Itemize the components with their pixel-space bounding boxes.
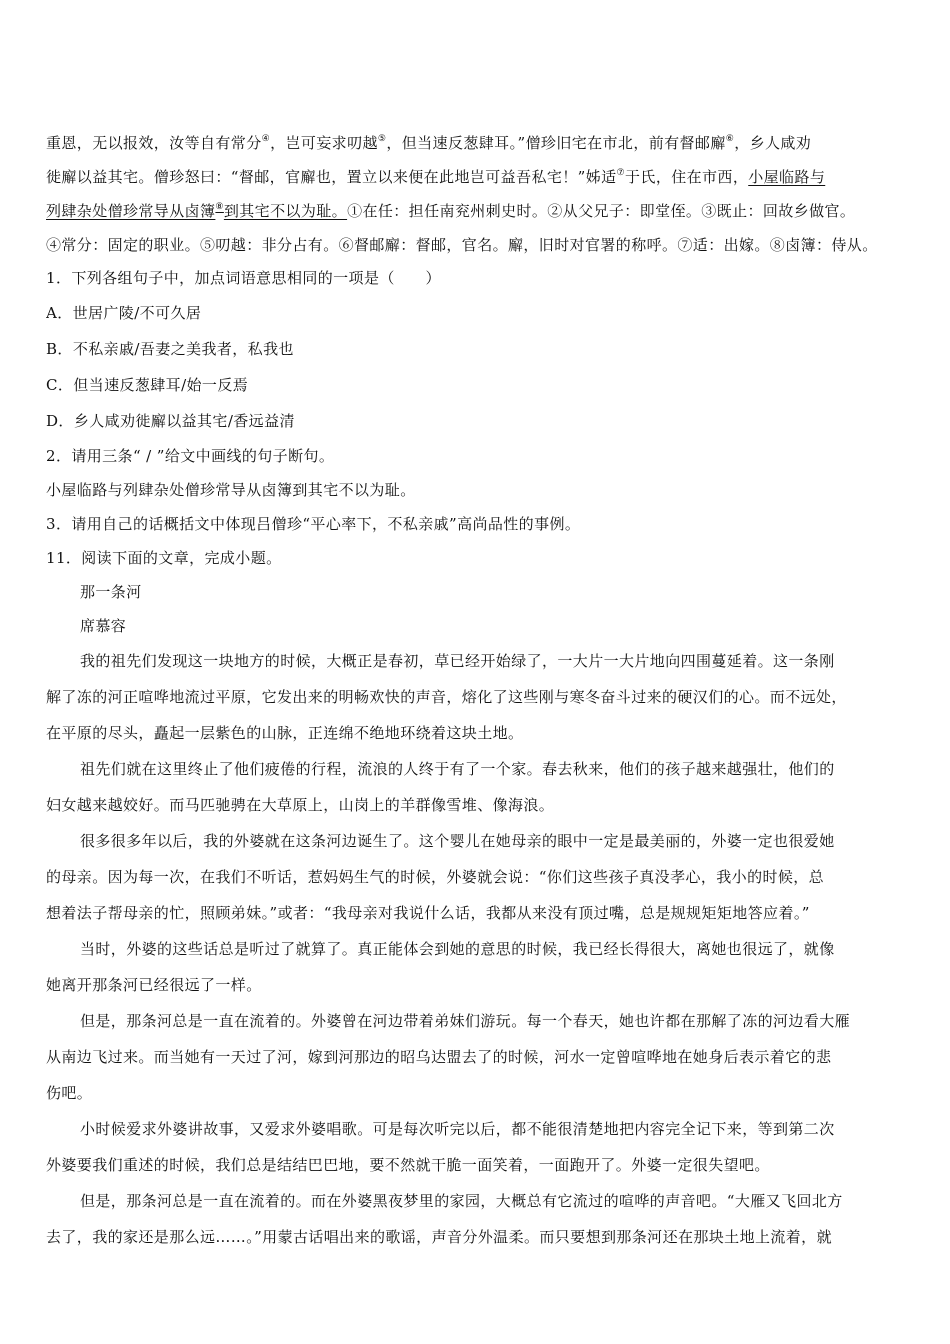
article-line: 的母亲。因为每一次，在我们不听话，惹妈妈生气的时候，外婆就会说：“你们这些孩子真没孝心，我小的时候，总 bbox=[46, 868, 825, 886]
article-line: 去了，我的家还是那么远……。”用蒙古话唱出来的歌谣，声音分外温柔。而只要想到那条河还在那块土地上流着，就 bbox=[46, 1228, 832, 1246]
footnote-mark: ⑥ bbox=[725, 134, 735, 144]
question-2: 2．请用三条“ / ”给文中画线的句子断句。 bbox=[46, 447, 335, 465]
footnote-mark: ④ bbox=[261, 134, 271, 144]
underlined-sentence: 小屋临路与 bbox=[748, 168, 826, 186]
text-run: ，岂可妄求叨越 bbox=[270, 134, 378, 152]
article-line: 伤吧。 bbox=[46, 1084, 93, 1102]
text-run: ，但当速反葱肆耳。”僧珍旧宅在市北，前有督邮廨 bbox=[386, 134, 726, 152]
option-b: B．不私亲戚/吾妻之美我者，私我也 bbox=[46, 340, 294, 358]
question-2-sentence: 小屋临路与列肆杂处僧珍常导从卤簿到其宅不以为耻。 bbox=[46, 481, 416, 499]
article-line: 想着法子帮母亲的忙，照顾弟妹。”或者：“我母亲对我说什么话，我都从来没有顶过嘴，总是规规矩矩地答应着。” bbox=[46, 904, 810, 922]
text-run: 于氏，住在市西， bbox=[625, 168, 749, 186]
text-run: 徙廨以益其宅。僧珍怒曰：“督邮，官廨也，置立以来便在此地岂可益吾私宅！”姊适 bbox=[46, 168, 617, 186]
article-line: 但是，那条河总是一直在流着的。而在外婆黑夜梦里的家园，大概总有它流过的喧哗的声音吧。“大雁又飞回北方 bbox=[80, 1192, 843, 1210]
article-line: 但是，那条河总是一直在流着的。外婆曾在河边带着弟妹们游玩。每一个春天，她也许都在那解了冻的河边看大雁 bbox=[80, 1012, 851, 1030]
footnote-mark: ⑤ bbox=[377, 134, 387, 144]
article-line: 祖先们就在这里终止了他们疲倦的行程，流浪的人终于有了一个家。春去秋来，他们的孩子越来越强壮，他们的 bbox=[80, 760, 835, 778]
article-line: 妇女越来越姣好。而马匹驰骋在大草原上，山岗上的羊群像雪堆、像海浪。 bbox=[46, 796, 555, 814]
question-1: 1．下列各组句子中，加点词语意思相同的一项是（ ） bbox=[46, 269, 441, 287]
article-line: 她离开那条河已经很远了一样。 bbox=[46, 976, 262, 994]
document-page bbox=[46, 126, 908, 1255]
footnote-text: ①在任：担任南兖州刺史时。②从父兄子：即堂侄。③既止：回故乡做官。 bbox=[347, 202, 856, 220]
option-c: C．但当速反葱肆耳/始一反焉 bbox=[46, 376, 249, 394]
question-3: 3．请用自己的话概括文中体现吕僧珍“平心率下，不私亲戚”高尚品性的事例。 bbox=[46, 515, 581, 533]
passage-line bbox=[46, 194, 908, 228]
underlined-sentence: 到其宅不以为耻。 bbox=[223, 202, 348, 220]
passage-line bbox=[46, 160, 908, 194]
option-d: D．乡人咸劝徙廨以益其宅/香远益清 bbox=[46, 412, 295, 430]
underlined-sentence: 列肆杂处僧珍常导从卤簿 bbox=[46, 202, 216, 220]
text-run: 重恩，无以报效，汝等自有常分 bbox=[46, 134, 262, 152]
article-line: 解了冻的河正喧哗地流过平原，它发出来的明畅欢快的声音，熔化了这些刚与寒冬奋斗过来的硬汉们的心。而不远处， bbox=[46, 688, 847, 706]
article-line: 外婆要我们重述的时候，我们总是结结巴巴地，要不然就干脆一面笑着，一面跑开了。外婆一定很失望吧。 bbox=[46, 1156, 770, 1174]
passage-line bbox=[46, 126, 908, 160]
article-line: 我的祖先们发现这一块地方的时候，大概正是春初，草已经开始绿了，一大片一大片地向四围蔓延着。这一条刚 bbox=[80, 652, 835, 670]
footnote-line: ④常分：固定的职业。⑤叨越：非分占有。⑥督邮廨：督邮，官名。廨，旧时对官署的称呼。⑦适：出嫁。⑧卤簿：侍从。 bbox=[46, 236, 878, 254]
footnote-mark: ⑧ bbox=[215, 202, 224, 212]
article-title: 那一条河 bbox=[80, 583, 142, 601]
article-line: 从南边飞过来。而当她有一天过了河，嫁到河那边的昭乌达盟去了的时候，河水一定曾喧哗地在她身后表示着它的悲 bbox=[46, 1048, 832, 1066]
question-11-intro: 11．阅读下面的文章，完成小题。 bbox=[46, 549, 282, 567]
text-run: ，乡人咸劝 bbox=[734, 134, 812, 152]
article-line: 当时，外婆的这些话总是听过了就算了。真正能体会到她的意思的时候，我已经长得很大，离她也很远了，就像 bbox=[80, 940, 835, 958]
article-line: 很多很多年以后，我的外婆就在这条河边诞生了。这个婴儿在她母亲的眼中一定是最美丽的，外婆一定也很爱她 bbox=[80, 832, 835, 850]
article-author: 席慕容 bbox=[80, 617, 127, 635]
option-a: A．世居广陵/不可久居 bbox=[46, 304, 202, 322]
article-line: 在平原的尽头，矗起一层紫色的山脉，正连绵不绝地环绕着这块土地。 bbox=[46, 724, 524, 742]
footnote-mark: ⑦ bbox=[616, 168, 626, 178]
article-line: 小时候爱求外婆讲故事，又爱求外婆唱歌。可是每次听完以后，都不能很清楚地把内容完全记下来，等到第二次 bbox=[80, 1120, 835, 1138]
